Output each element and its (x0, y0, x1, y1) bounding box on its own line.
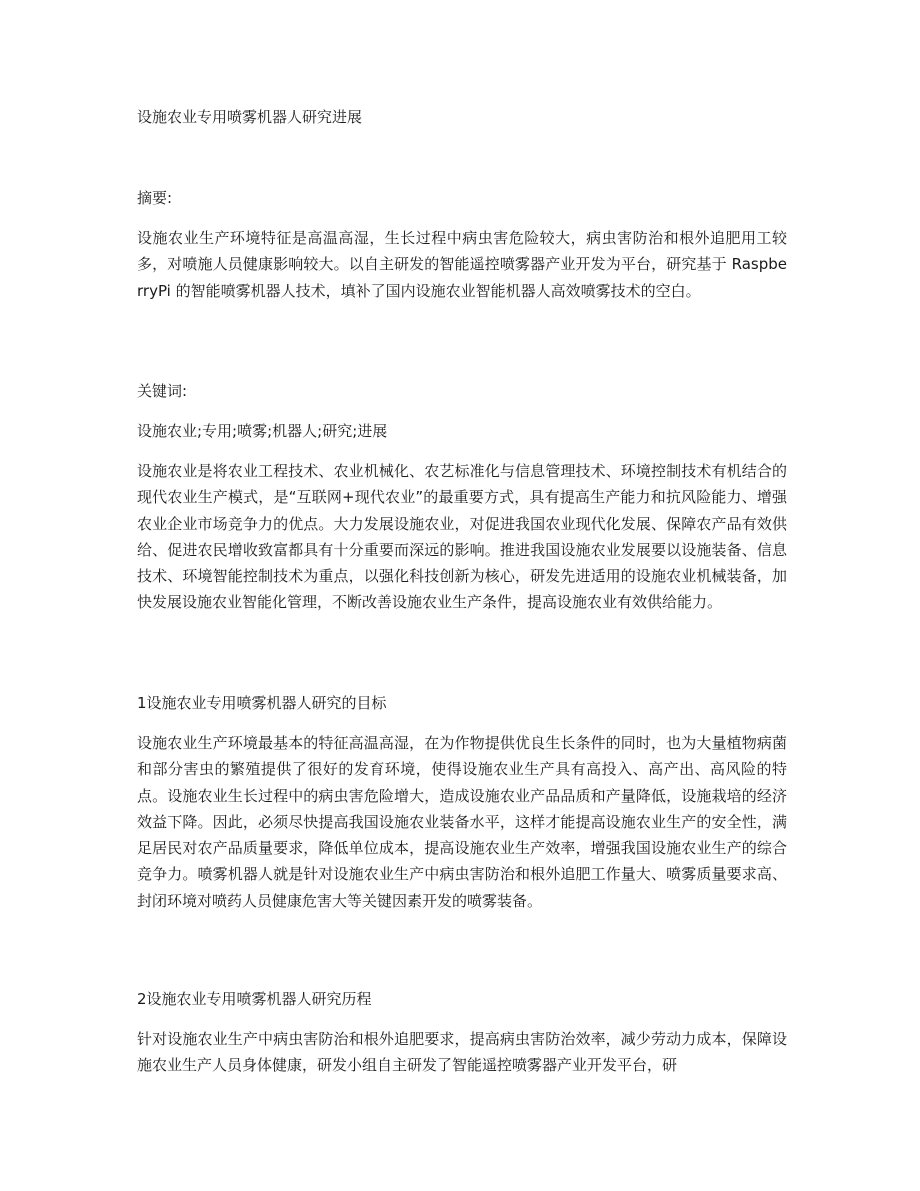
keywords-list: 设施农业;专用;喷雾;机器人;研究;进展 (137, 422, 388, 440)
section2-heading: 2设施农业专用喷雾机器人研究历程 (137, 990, 372, 1008)
section1-heading: 1设施农业专用喷雾机器人研究的目标 (137, 694, 387, 712)
section1-body: 设施农业生产环境最基本的特征高温高湿，在为作物提供优良生长条件的同时，也为大量植物病菌和部分害虫的繁殖提供了很好的发育环境，使得设施农业生产具有高投入、高产出、高风险的特点。设施农业生长过程中的病虫害危险增大，造成设施农业产品品质和产量降低，设施栽培的经济效益下降。因此，必须尽快提高我国设施农业装备水平，这样才能提高设施农业生产的安全性，满足居民对农产品质量要求，降低单位成本，提高设施农业生产效率，增强我国设施农业生产的综合竞争力。喷雾机器人就是针对设施农业生产中病虫害防治和根外追肥工作量大、喷雾质量要求高、封闭环境对喷药人员健康危害大等关键因素开发的喷雾装备。 (137, 734, 787, 910)
section2-body: 针对设施农业生产中病虫害防治和根外追肥要求，提高病虫害防治效率，减少劳动力成本，保障设施农业生产人员身体健康，研发小组自主研发了智能遥控喷雾器产业开发平台，研 (137, 1030, 787, 1075)
abstract-body: 设施农业生产环境特征是高温高湿，生长过程中病虫害危险较大，病虫害防治和根外追肥用工较多，对喷施人员健康影响较大。以自主研发的智能遥控喷雾器产业开发为平台，研究基于 RaspberryPi 的智能喷雾机器人技术，填补了国内设施农业智能机器人高效喷雾技术的空白。 (137, 229, 787, 300)
intro-paragraph: 设施农业是将农业工程技术、农业机械化、农艺标准化与信息管理技术、环境控制技术有机结合的现代农业生产模式，是“互联网+现代农业”的最重要方式，具有提高生产能力和抗风险能力、增强农业企业市场竞争力的优点。大力发展设施农业，对促进我国农业现代化发展、保障农产品有效供给、促进农民增收致富都具有十分重要而深远的影响。推进我国设施农业发展要以设施装备、信息技术、环境智能控制技术为重点，以强化科技创新为核心，研发先进适用的设施农业机械装备，加快发展设施农业智能化管理，不断改善设施农业生产条件，提高设施农业有效供给能力。 (137, 462, 787, 612)
document-title: 设施农业专用喷雾机器人研究进展 (137, 108, 363, 126)
keywords-label: 关键词: (137, 382, 188, 400)
abstract-label: 摘要: (137, 189, 173, 207)
